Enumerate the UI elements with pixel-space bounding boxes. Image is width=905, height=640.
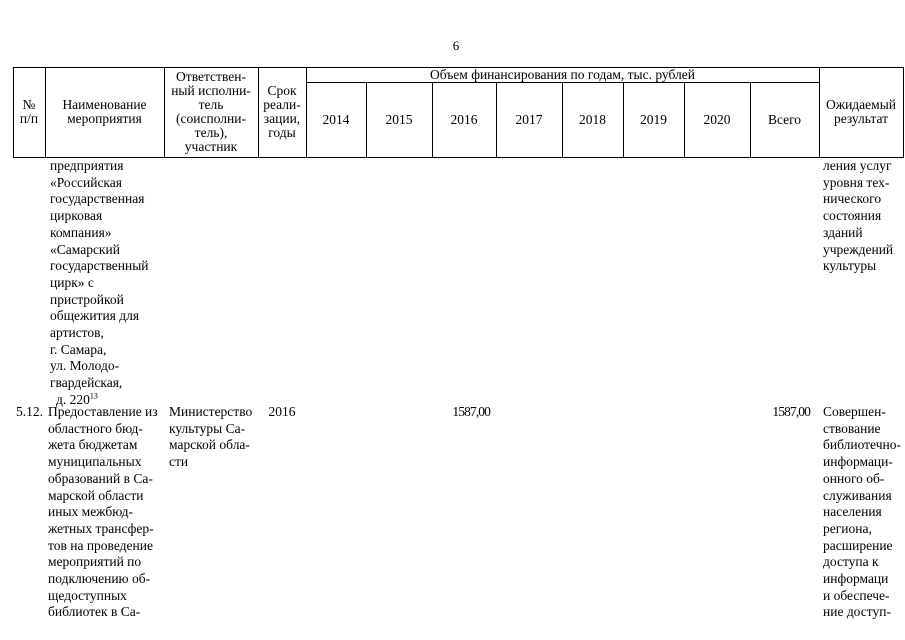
row2-executor: Министерство культуры Са- марской обла- сти [169, 404, 253, 470]
header-year-2018: 2018 [579, 111, 606, 127]
header-name: Наименование мероприятия [62, 97, 147, 126]
row1-name: предприятия «Российская государственная цирковая компания» «Самарский государственный цирк» с пристройкой общежития для артистов, г. Самара, ул. Молодо- гвардейская, д. $220^{13}$ [50, 158, 149, 407]
column-border [903, 67, 904, 157]
row2-amount-2016: 1587,00 [452, 404, 490, 419]
row2-name: Предоставление из областного бюд- жета бюджетам муниципальных образований в Са- марской области иных межбюд- жетных трансфер- тов на проведение мероприятий по подключению об- щедоступных библиотек в Са- [48, 404, 158, 620]
row2-term: 2016 [268, 404, 296, 419]
row2-num: 5.12. [16, 404, 43, 419]
header-total: Всего [767, 111, 802, 127]
header-term: Срок реали- зации, годы [263, 83, 301, 140]
header-year-2020: 2020 [703, 111, 731, 127]
row2-result: Совершен- ствование библиотечно- информаци- онного об- служивания населения региона, расширение доступа к информаци и обеспече- ние доступ- [823, 404, 901, 620]
row2-amount-total: 1587,00 [772, 404, 810, 419]
header-num: № п/п [19, 97, 39, 126]
header-year-2015: 2015 [385, 111, 413, 127]
header-year-2017: 2017 [515, 111, 543, 127]
footnote-ref: 13 [89, 391, 98, 401]
header-year-2014: 2014 [322, 111, 350, 127]
header-funding-title: Объем финансирования по годам, тыс. рублей [430, 66, 695, 82]
address-house: д. 220 [56, 391, 90, 407]
row1-result: ления услуг уровня тех- нического состояния зданий учреждений культуры [823, 158, 894, 274]
header-result: Ожидаемый результат [826, 97, 896, 126]
header-year-2019: 2019 [640, 111, 667, 127]
page-number: 6 [452, 38, 460, 53]
header-executor: Ответствен- ный исполни- тель (соисполни- тель), участник [171, 69, 251, 154]
header-year-2016: 2016 [450, 111, 478, 127]
